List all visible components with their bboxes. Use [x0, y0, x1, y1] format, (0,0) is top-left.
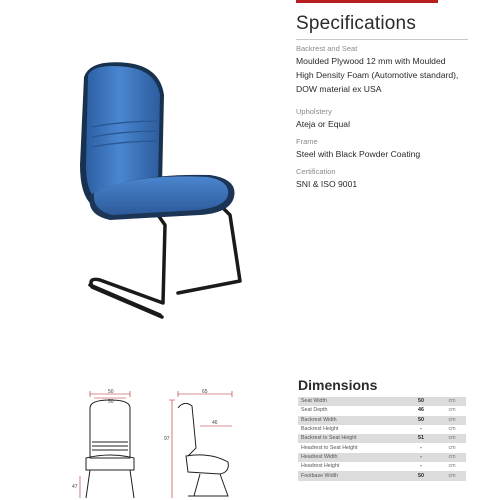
dim-name: Headrest Width [298, 453, 404, 462]
dim-name: Backrest Width [298, 416, 404, 425]
spec-value-line: High Density Foam (Automotive standard), [296, 70, 459, 80]
dim-value: 50 [404, 416, 438, 425]
dim-value: 50 [404, 397, 438, 406]
dim-name: Headrest to Seat Height [301, 444, 358, 451]
table-row [298, 406, 466, 415]
dim-name: Backrest Height [301, 426, 339, 433]
dim-name: Backrest to Seat Height [298, 434, 404, 443]
spec-label: Frame [296, 137, 318, 146]
dim-unit: cm [448, 407, 456, 414]
dim-name: Footbase Width [298, 471, 404, 480]
spec-frame [296, 137, 496, 161]
spec-label: Upholstery [296, 107, 332, 116]
dimensions-title: Dimensions [298, 377, 378, 393]
table-row [298, 425, 466, 434]
dim-name: Seat Depth [301, 407, 328, 414]
dim-value: 50 [404, 471, 438, 480]
dim-label: 65 [202, 389, 208, 395]
table-row [298, 471, 466, 480]
dim-unit: cm [448, 444, 456, 451]
spec-backrest-seat [296, 44, 496, 96]
table-row [298, 416, 466, 425]
table-row [298, 443, 466, 452]
spec-label: Backrest and Seat [296, 44, 358, 53]
chair-image [70, 55, 250, 325]
title-divider [296, 39, 468, 40]
dimension-drawings [60, 388, 260, 500]
spec-value-line: Ateja or Equal [296, 119, 350, 129]
accent-bar [296, 0, 438, 3]
dim-label: 46 [212, 420, 218, 426]
spec-label: Certification [296, 167, 336, 176]
dim-value: 51 [404, 434, 438, 443]
dim-unit: cm [438, 416, 466, 425]
spec-value-line: DOW material ex USA [296, 84, 382, 94]
dim-value: - [420, 444, 422, 451]
chair-frame [90, 205, 240, 317]
dim-label: 97 [164, 436, 170, 442]
spec-value-line: SNI & ISO 9001 [296, 179, 358, 189]
dimensions-table [298, 397, 466, 481]
dim-name: Seat Width [298, 397, 404, 406]
table-row [298, 453, 466, 462]
dim-value: - [404, 453, 438, 462]
specifications-title: Specifications [296, 13, 417, 34]
dimension-lines [80, 391, 232, 498]
dim-value: - [420, 463, 422, 470]
spec-value-line: Steel with Black Powder Coating [296, 149, 421, 159]
spec-certification [296, 167, 496, 191]
dim-unit: cm [438, 397, 466, 406]
dim-unit: cm [438, 471, 466, 480]
dim-name: Headrest Height [301, 463, 340, 470]
table-row [298, 397, 466, 406]
dim-value: 46 [418, 407, 424, 414]
dim-label: 50 [108, 399, 114, 405]
dim-unit: cm [438, 453, 466, 462]
spec-upholstery [296, 107, 496, 131]
dim-unit: cm [448, 426, 456, 433]
table-row [298, 462, 466, 471]
dim-unit: cm [438, 434, 466, 443]
spec-value-line: Moulded Plywood 12 mm with Moulded [296, 56, 446, 66]
dim-value: - [420, 426, 422, 433]
dim-unit: cm [448, 463, 456, 470]
table-row [298, 434, 466, 443]
dim-label: 47 [72, 484, 78, 490]
dim-label: 50 [108, 389, 114, 395]
